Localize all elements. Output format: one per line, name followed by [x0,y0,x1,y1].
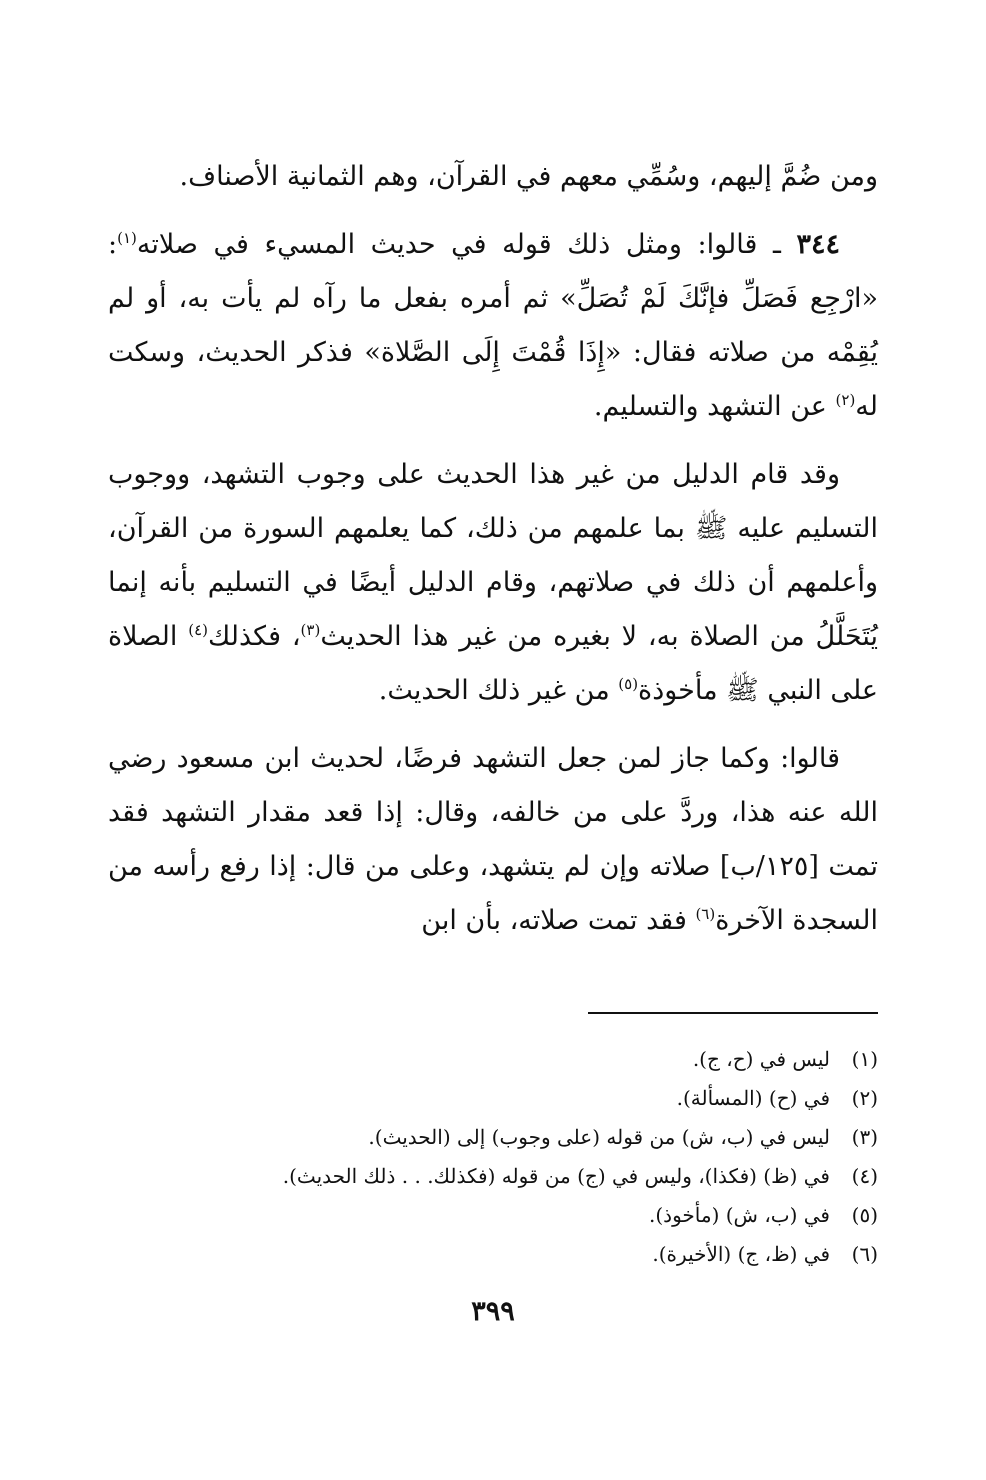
paragraph-text: ومن ضُمَّ إليهم، وسُمِّي معهم في القرآن، وهم الثمانية الأصناف. [179,161,878,192]
footnote-ref-6: (٦) [695,905,716,923]
footnote-separator [588,1012,878,1014]
footnotes [108,1040,878,1274]
footnote-ref-1: (١) [117,229,137,247]
paragraph-text: قالوا: وكما جاز لمن جعل التشهد فرضًا، لحديث ابن مسعود رضي الله عنه هذا، وردَّ على من خالفه، وقال: إذا قعد مقدار التشهد فقد تمت [١٢٥/ب] صلاته وإن لم يتشهد، وعلى من قال: إذا رفع رأسه من السجدة الآخرة [108,743,878,936]
footnote-text: ليس في (ح، ج). [692,1047,830,1071]
paragraph-text: ـ قالوا: ومثل ذلك قوله في حديث المسيء في صلاته [136,229,797,260]
paragraph-text: عن التشهد والتسليم. [593,391,836,422]
footnote [108,1196,878,1235]
paragraph-text: ، فكذلك [208,621,301,652]
paragraph-text: وقد قام الدليل من غير هذا الحديث على وجوب التشهد، ووجوب التسليم عليه ﷺ بما علمهم من ذلك، كما يعلمهم السورة من القرآن، وأعلمهم أن ذلك في صلاتهم، وقام الدليل أيضًا في التسليم بأنه إنما يُتَحَلَّلُ من الصلاة به، لا بغيره من غير هذا الحديث [108,459,878,652]
footnote [108,1118,878,1157]
footnote [108,1040,878,1079]
main-text [108,150,878,962]
paragraph-text: : «ارْجِع فَصَلِّ فإنَّكَ لَمْ تُصَلِّ» ثم أمره بفعل ما رآه لم يأت به، أو لم يُقِمْه من صلاته فقال: «إِذَا قُمْتَ إِلَى الصَّلاة» فذكر الحديث، وسكت له [108,229,878,422]
footnote-text: في (ظ، ج) (الأخيرة). [652,1242,830,1266]
paragraph-text: الصلاة على النبي ﷺ مأخوذة [108,621,878,706]
footnote-ref-4: (٤) [188,621,209,639]
footnote-text: في (ح) (المسألة). [676,1086,830,1110]
section-number: ٣٤٤ [796,229,840,260]
paragraph-text: فقد تمت صلاته، بأن ابن [421,905,696,936]
footnote-mark: (٥) [851,1203,878,1227]
footnote-mark: (٢) [851,1086,878,1110]
paragraph-344 [108,218,878,434]
page-number: ٣٩٩ [471,1296,515,1327]
footnote [108,1079,878,1118]
footnote [108,1157,878,1196]
paragraph-text: من غير ذلك الحديث. [378,675,619,706]
footnote-mark: (١) [851,1047,878,1071]
footnote-ref-5: (٥) [618,675,639,693]
footnote [108,1235,878,1274]
footnote-text: في (ظ) (فكذا)، وليس في (ج) من قوله (فكذلك. . . ذلك الحديث). [282,1164,830,1188]
footnote-mark: (٤) [851,1164,878,1188]
paragraph-evidence [108,448,878,718]
footnote-ref-2: (٢) [835,391,856,409]
footnote-ref-3: (٣) [300,621,321,639]
paragraph-continuation [108,150,878,204]
footnote-mark: (٣) [851,1125,878,1149]
footnote-text: في (ب، ش) (مأخوذ). [649,1203,830,1227]
paragraph-qalu [108,732,878,948]
footnote-text: ليس في (ب، ش) من قوله (على وجوب) إلى (الحديث). [368,1125,830,1149]
footnote-mark: (٦) [851,1242,878,1266]
